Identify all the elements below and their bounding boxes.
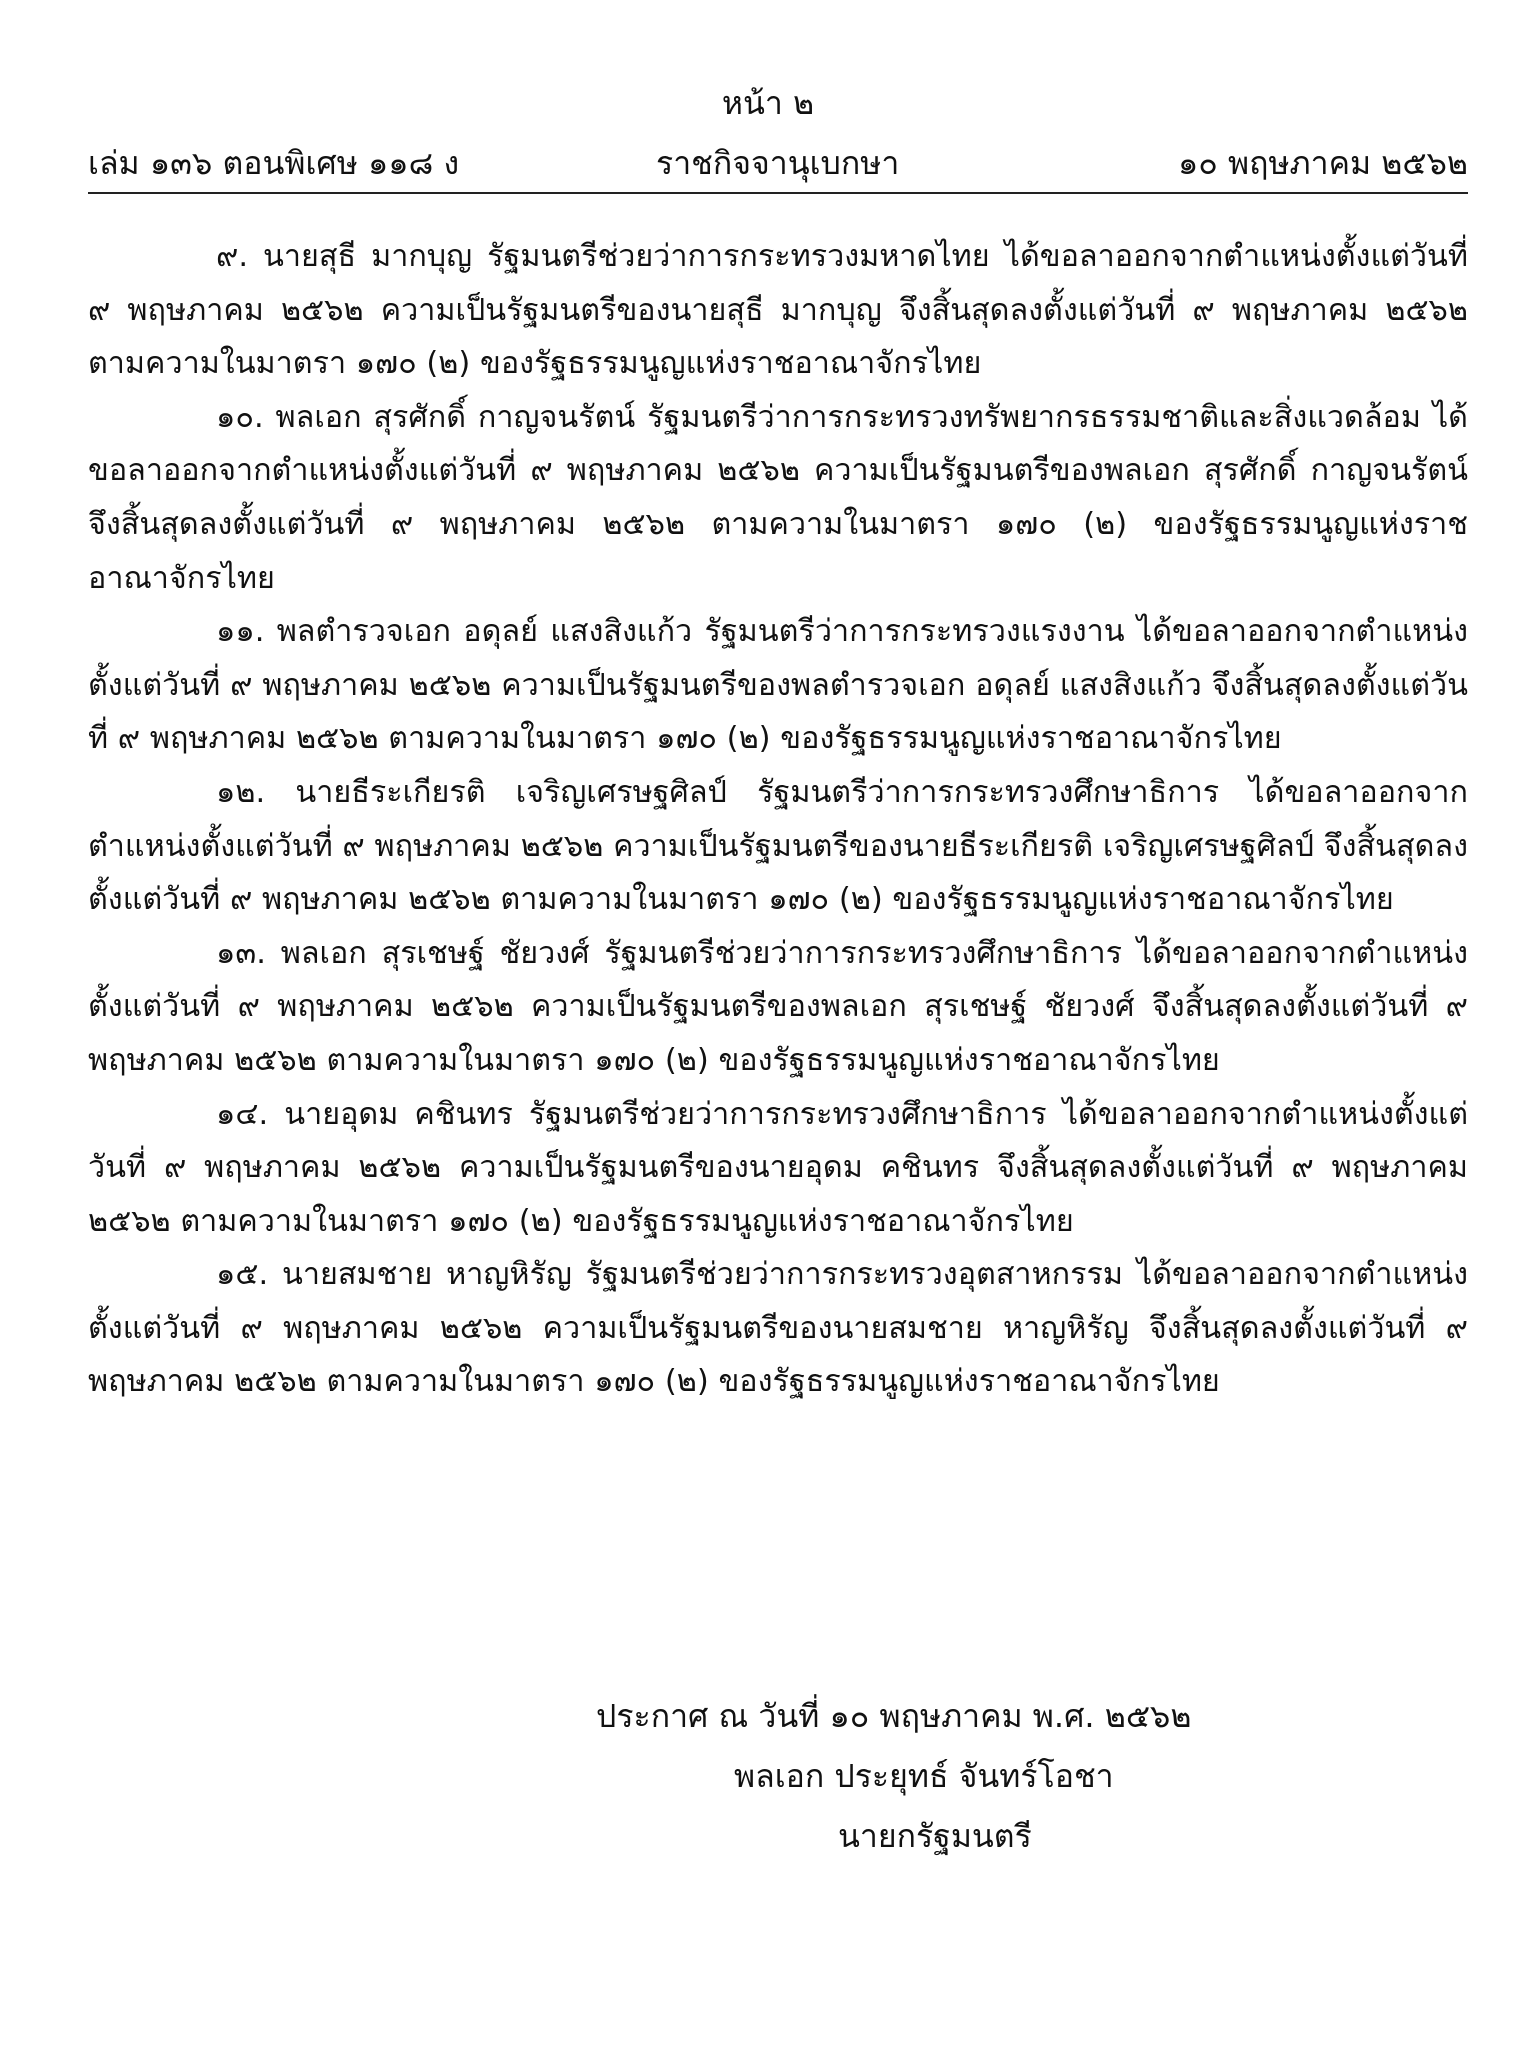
paragraph-9: ๙. นายสุธี มากบุญ รัฐมนตรีช่วยว่าการกระทรวงมหาดไทย ได้ขอลาออกจากตำแหน่งตั้งแต่วันที่ ๙ พฤษภาคม ๒๕๖๒ ความเป็นรัฐมนตรีของนายสุธี มากบุญ จึงสิ้นสุดลงตั้งแต่วันที่ ๙ พฤษภาคม ๒๕๖๒ ตามความในมาตรา ๑๗๐ (๒) ของรัฐธรรมนูญแห่งราชอาณาจักรไทย xyxy=(88,239,1468,382)
publication-date: ๑๐ พฤษภาคม ๒๕๖๒ xyxy=(1177,144,1468,182)
document-body xyxy=(88,230,1468,1409)
paragraph-12: ๑๒. นายธีระเกียรติ เจริญเศรษฐศิลป์ รัฐมนตรีว่าการกระทรวงศึกษาธิการ ได้ขอลาออกจากตำแหน่งตั้งแต่วันที่ ๙ พฤษภาคม ๒๕๖๒ ความเป็นรัฐมนตรีของนายธีระเกียรติ เจริญเศรษฐศิลป์ จึงสิ้นสุดลงตั้งแต่วันที่ ๙ พฤษภาคม ๒๕๖๒ ตามความในมาตรา ๑๗๐ (๒) ของรัฐธรรมนูญแห่งราชอาณาจักรไทย xyxy=(88,774,1468,918)
signatory-title: นายกรัฐมนตรี xyxy=(838,1817,1032,1855)
volume-issue: เล่ม ๑๓๖ ตอนพิเศษ ๑๑๘ ง xyxy=(88,144,460,182)
paragraph-14: ๑๔. นายอุดม คชินทร รัฐมนตรีช่วยว่าการกระทรวงศึกษาธิการ ได้ขอลาออกจากตำแหน่งตั้งแต่วันที่ ๙ พฤษภาคม ๒๕๖๒ ความเป็นรัฐมนตรีของนายอุดม คชินทร จึงสิ้นสุดลงตั้งแต่วันที่ ๙ พฤษภาคม ๒๕๖๒ ตามความในมาตรา ๑๗๐ (๒) ของรัฐธรรมนูญแห่งราชอาณาจักรไทย xyxy=(88,1096,1468,1239)
page-number: หน้า ๒ xyxy=(721,84,815,122)
paragraph-15: ๑๕. นายสมชาย หาญหิรัญ รัฐมนตรีช่วยว่าการกระทรวงอุตสาหกรรม ได้ขอลาออกจากตำแหน่งตั้งแต่วันที่ ๙ พฤษภาคม ๒๕๖๒ ความเป็นรัฐมนตรีของนายสมชาย หาญหิรัญ จึงสิ้นสุดลงตั้งแต่วันที่ ๙ พฤษภาคม ๒๕๖๒ ตามความในมาตรา ๑๗๐ (๒) ของรัฐธรรมนูญแห่งราชอาณาจักรไทย xyxy=(88,1257,1468,1400)
paragraph-13: ๑๓. พลเอก สุรเชษฐ์ ชัยวงศ์ รัฐมนตรีช่วยว่าการกระทรวงศึกษาธิการ ได้ขอลาออกจากตำแหน่งตั้งแต่วันที่ ๙ พฤษภาคม ๒๕๖๒ ความเป็นรัฐมนตรีของพลเอก สุรเชษฐ์ ชัยวงศ์ จึงสิ้นสุดลงตั้งแต่วันที่ ๙ พฤษภาคม ๒๕๖๒ ตามความในมาตรา ๑๗๐ (๒) ของรัฐธรรมนูญแห่งราชอาณาจักรไทย xyxy=(88,935,1468,1078)
paragraph-10: ๑๐. พลเอก สุรศักดิ์ กาญจนรัตน์ รัฐมนตรีว่าการกระทรวงทรัพยากรธรรมชาติและสิ่งแวดล้อม ได้ขอลาออกจากตำแหน่งตั้งแต่วันที่ ๙ พฤษภาคม ๒๕๖๒ ความเป็นรัฐมนตรีของพลเอก สุรศักดิ์ กาญจนรัตน์ จึงสิ้นสุดลงตั้งแต่วันที่ ๙ พฤษภาคม ๒๕๖๒ ตามความในมาตรา ๑๗๐ (๒) ของรัฐธรรมนูญแห่งราชอาณาจักรไทย xyxy=(88,399,1468,596)
announcement-date: ประกาศ ณ วันที่ ๑๐ พฤษภาคม พ.ศ. ๒๕๖๒ xyxy=(596,1697,1192,1735)
publication-name: ราชกิจจานุเบกษา xyxy=(656,144,900,182)
paragraph-11: ๑๑. พลตำรวจเอก อดุลย์ แสงสิงแก้ว รัฐมนตรีว่าการกระทรวงแรงงาน ได้ขอลาออกจากตำแหน่งตั้งแต่วันที่ ๙ พฤษภาคม ๒๕๖๒ ความเป็นรัฐมนตรีของพลตำรวจเอก อดุลย์ แสงสิงแก้ว จึงสิ้นสุดลงตั้งแต่วันที่ ๙ พฤษภาคม ๒๕๖๒ ตามความในมาตรา ๑๗๐ (๒) ของรัฐธรรมนูญแห่งราชอาณาจักรไทย xyxy=(88,614,1468,757)
signatory-name: พลเอก ประยุทธ์ จันทร์โอชา xyxy=(734,1757,1114,1795)
gazette-header xyxy=(88,138,1468,186)
header-divider xyxy=(88,192,1468,194)
